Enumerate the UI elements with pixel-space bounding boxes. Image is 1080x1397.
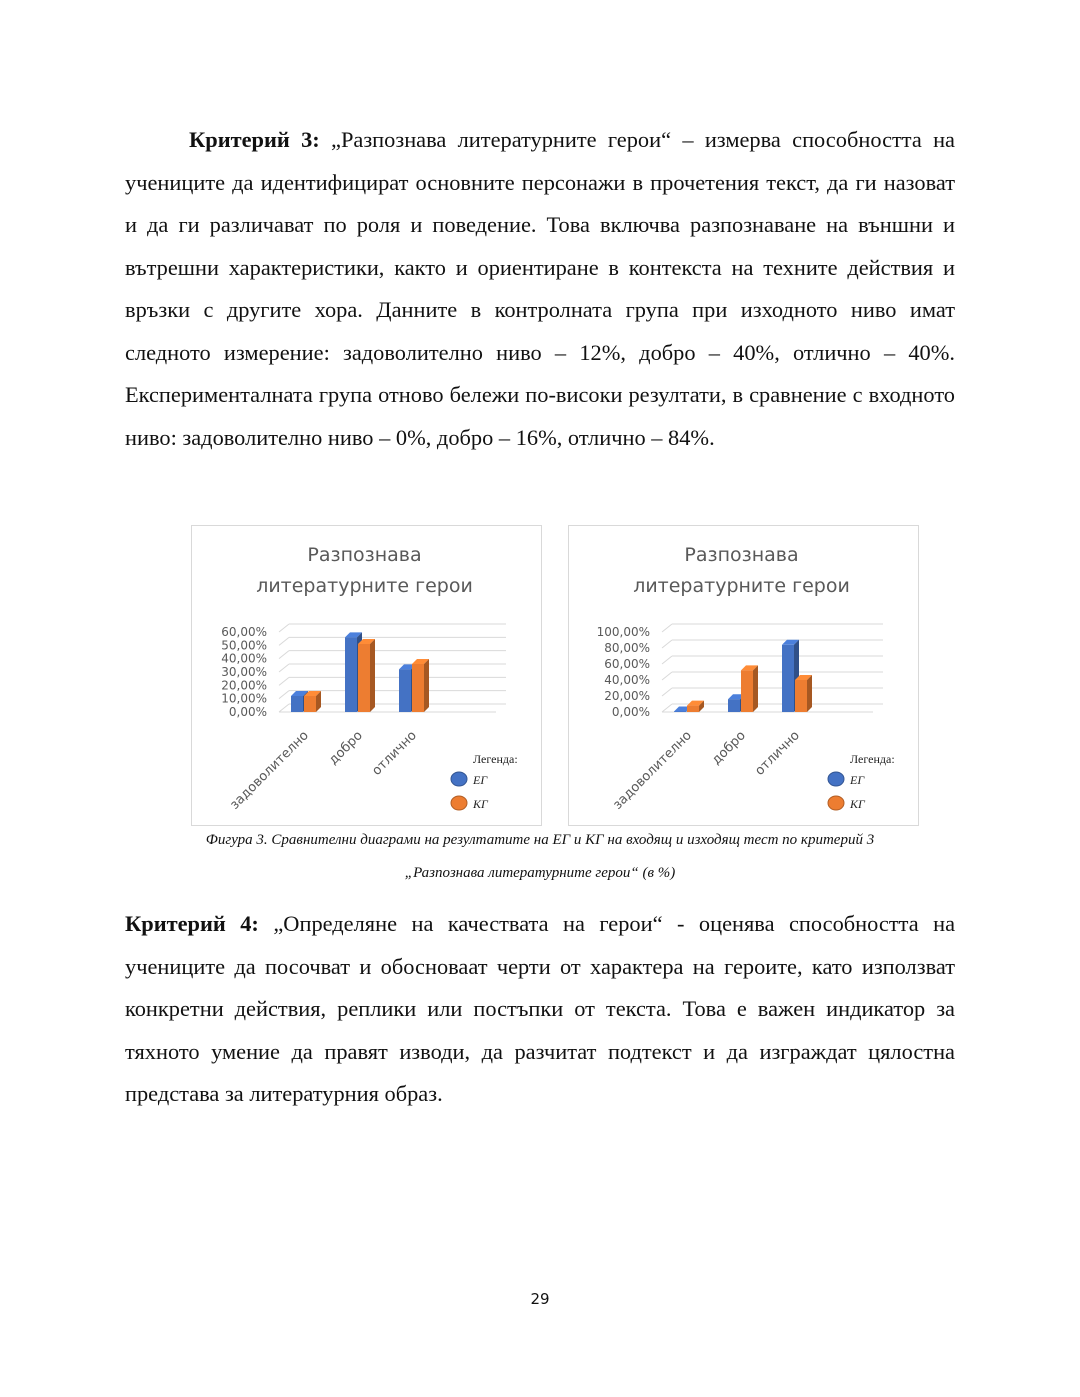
criterion-3-text: „Разпознава литературните герои“ – измерва способността на учениците да идентифицират основните персонажи в прочетения текст, да ги назоват и да ги различават по роля и поведение. Това включва разпознаване на външни и вътрешни характеристики, както и ориентиране в контекста на техните действия и връзки с другите хора. Данните в контролната група при изходното ниво имат следното измерение: задоволително ниво – 12%, добро – 40%, отлично – 40%. Експерименталната група отново бележи по-високи резултати, в сравнение с входното ниво: задоволително ниво – 0%, добро – 16%, отлично – 84%. (125, 127, 955, 450)
bar-side (424, 659, 429, 712)
x-tick-label: задоволително (610, 728, 695, 813)
bar (358, 644, 370, 712)
y-tick-label: 60,00% (604, 657, 650, 671)
legend-label: КГ (473, 797, 488, 811)
legend-title: Легенда: (850, 752, 895, 766)
chart-title-line: литературните герои (256, 575, 473, 597)
criterion-4-text: „Определяне на качествата на герои“ - оценява способността на учениците да посочват и обосноваат черти от характера на героите, като използват конкретни действия, реплики или постъпки от текста. Това е важен индикатор за тяхното умение да правят изводи, да разчитат подтекст и да изграждат цялостна представа за литературния образ. (125, 911, 956, 1106)
legend-marker (451, 772, 467, 786)
figure-caption-line-2: „Разпознава литературните герои“ (в %) (404, 865, 676, 881)
bar (345, 637, 357, 712)
x-tick-label: добро (326, 728, 366, 768)
bar (728, 699, 740, 712)
chart-title-line: литературните герои (633, 575, 850, 597)
legend-label: КГ (850, 797, 865, 811)
y-tick-label: 0,00% (228, 705, 267, 719)
bar (399, 669, 411, 712)
y-tick-label: 60,00% (221, 625, 267, 639)
bar (687, 706, 699, 712)
bar-side (807, 675, 812, 712)
bar-side (753, 665, 758, 712)
legend-label: ЕГ (850, 773, 865, 787)
legend-marker (451, 796, 467, 810)
criterion-4-heading: Критерий 4: (125, 911, 259, 936)
figure-caption-line-1: Фигура 3. Сравнителни диаграми на резултатите на ЕГ и КГ на входящ и изходящ тест по критерий 3 (205, 832, 875, 848)
bar (782, 645, 794, 712)
bar (412, 664, 424, 712)
legend-label: ЕГ (473, 773, 488, 787)
bar (291, 696, 303, 712)
bar-side (370, 639, 375, 712)
y-tick-label: 0,00% (611, 705, 650, 719)
y-tick-label: 30,00% (221, 665, 267, 679)
y-tick-label: 20,00% (221, 678, 267, 693)
bar (674, 712, 686, 713)
chart-title-line: Разпознава (307, 544, 422, 566)
y-tick-label: 20,00% (604, 689, 650, 703)
paragraph-criterion-4 (125, 903, 955, 1116)
x-tick-label: задоволително (227, 728, 312, 813)
chart-title-line: Разпознава (684, 544, 799, 566)
legend-title: Легенда: (473, 752, 518, 766)
paragraph-criterion-3 (125, 119, 955, 459)
legend-marker (828, 772, 844, 786)
chart-input-test (191, 525, 542, 826)
y-tick-label: 40,00% (221, 651, 267, 666)
y-tick-label: 10,00% (221, 691, 267, 706)
bar (741, 670, 753, 712)
y-tick-label: 50,00% (221, 638, 267, 653)
x-tick-label: добро (709, 728, 749, 768)
chart-input-test-svg (191, 525, 542, 826)
chart-output-test (568, 525, 919, 826)
legend-marker (828, 796, 844, 810)
y-tick-label: 80,00% (604, 641, 650, 655)
x-tick-label: отлично (369, 728, 420, 779)
chart-output-test-svg (568, 525, 919, 826)
criterion-3-heading: Критерий 3: (189, 127, 320, 152)
y-tick-label: 40,00% (604, 673, 650, 687)
x-tick-label: отлично (752, 728, 803, 779)
bar (795, 680, 807, 712)
page-number: 29 (530, 1290, 550, 1308)
bar (304, 696, 316, 712)
y-tick-label: 100,00% (596, 625, 650, 639)
